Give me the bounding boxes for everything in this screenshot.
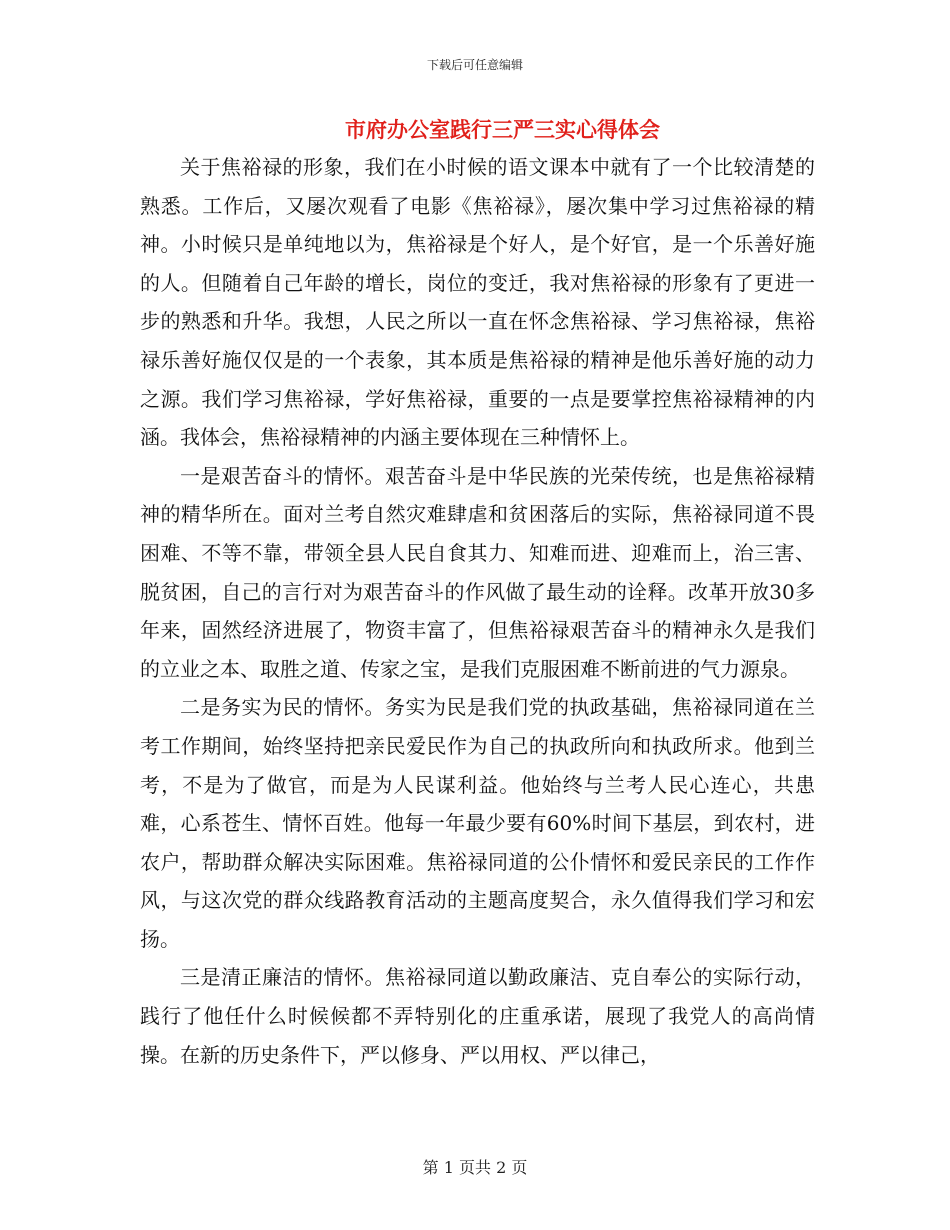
page-header: 下载后可任意编辑	[426, 58, 523, 72]
paragraph-2: 一是艰苦奋斗的情怀。艰苦奋斗是中华民族的光荣传统，也是焦裕禄精神的精华所在。面对兰考自然灾难肆虐和贫困落后的实际，焦裕禄同道不畏困难、不等不靠，带领全县人民自食其力、知难而进、迎难而上，治三害、脱贫困，自己的言行对为艰苦奋斗的作风做了最生动的诠释。改革开放30多年来，固然经济进展了，物资丰富了，但焦裕禄艰苦奋斗的精神永久是我们的立业之本、取胜之道、传家之宝，是我们克服困难不断前进的气力源泉。	[140, 463, 815, 681]
paragraph-1: 关于焦裕禄的形象，我们在小时候的语文课本中就有了一个比较清楚的熟悉。工作后，又屡次观看了电影《焦裕禄》，屡次集中学习过焦裕禄的精神。小时候只是单纯地以为，焦裕禄是个好人，是个好官，是一个乐善好施的人。但随着自己年龄的增长，岗位的变迁，我对焦裕禄的形象有了更进一步的熟悉和升华。我想，人民之所以一直在怀念焦裕禄、学习焦裕禄，焦裕禄乐善好施仅仅是的一个表象，其本质是焦裕禄的精神是他乐善好施的动力之源。我们学习焦裕禄，学好焦裕禄，重要的一点是要掌控焦裕禄精神的内涵。我体会，焦裕禄精神的内涵主要体现在三种情怀上。	[140, 155, 815, 450]
page-footer: 第 1 页共 2 页	[422, 1158, 528, 1177]
paragraph-4: 三是清正廉洁的情怀。焦裕禄同道以勤政廉洁、克自奉公的实际行动，践行了他任什么时候候都不弄特别化的庄重承诺，展现了我党人的高尚情操。在新的历史条件下，严以修身、严以用权、严以律己，	[140, 965, 815, 1067]
document-body	[140, 148, 815, 1074]
paragraph-3: 二是务实为民的情怀。务实为民是我们党的执政基础，焦裕禄同道在兰考工作期间，始终坚持把亲民爱民作为自己的执政所向和执政所求。他到兰考，不是为了做官，而是为人民谋利益。他始终与兰考人民心连心，共患难，心系苍生、情怀百姓。他每一年最少要有60%时间下基层，到农村，进农户，帮助群众解决实际困难。焦裕禄同道的公仆情怀和爱民亲民的工作作风，与这次党的群众线路教育活动的主题高度契合，永久值得我们学习和宏扬。	[140, 695, 815, 951]
document-title: 市府办公室践行三严三实心得体会	[345, 117, 660, 142]
